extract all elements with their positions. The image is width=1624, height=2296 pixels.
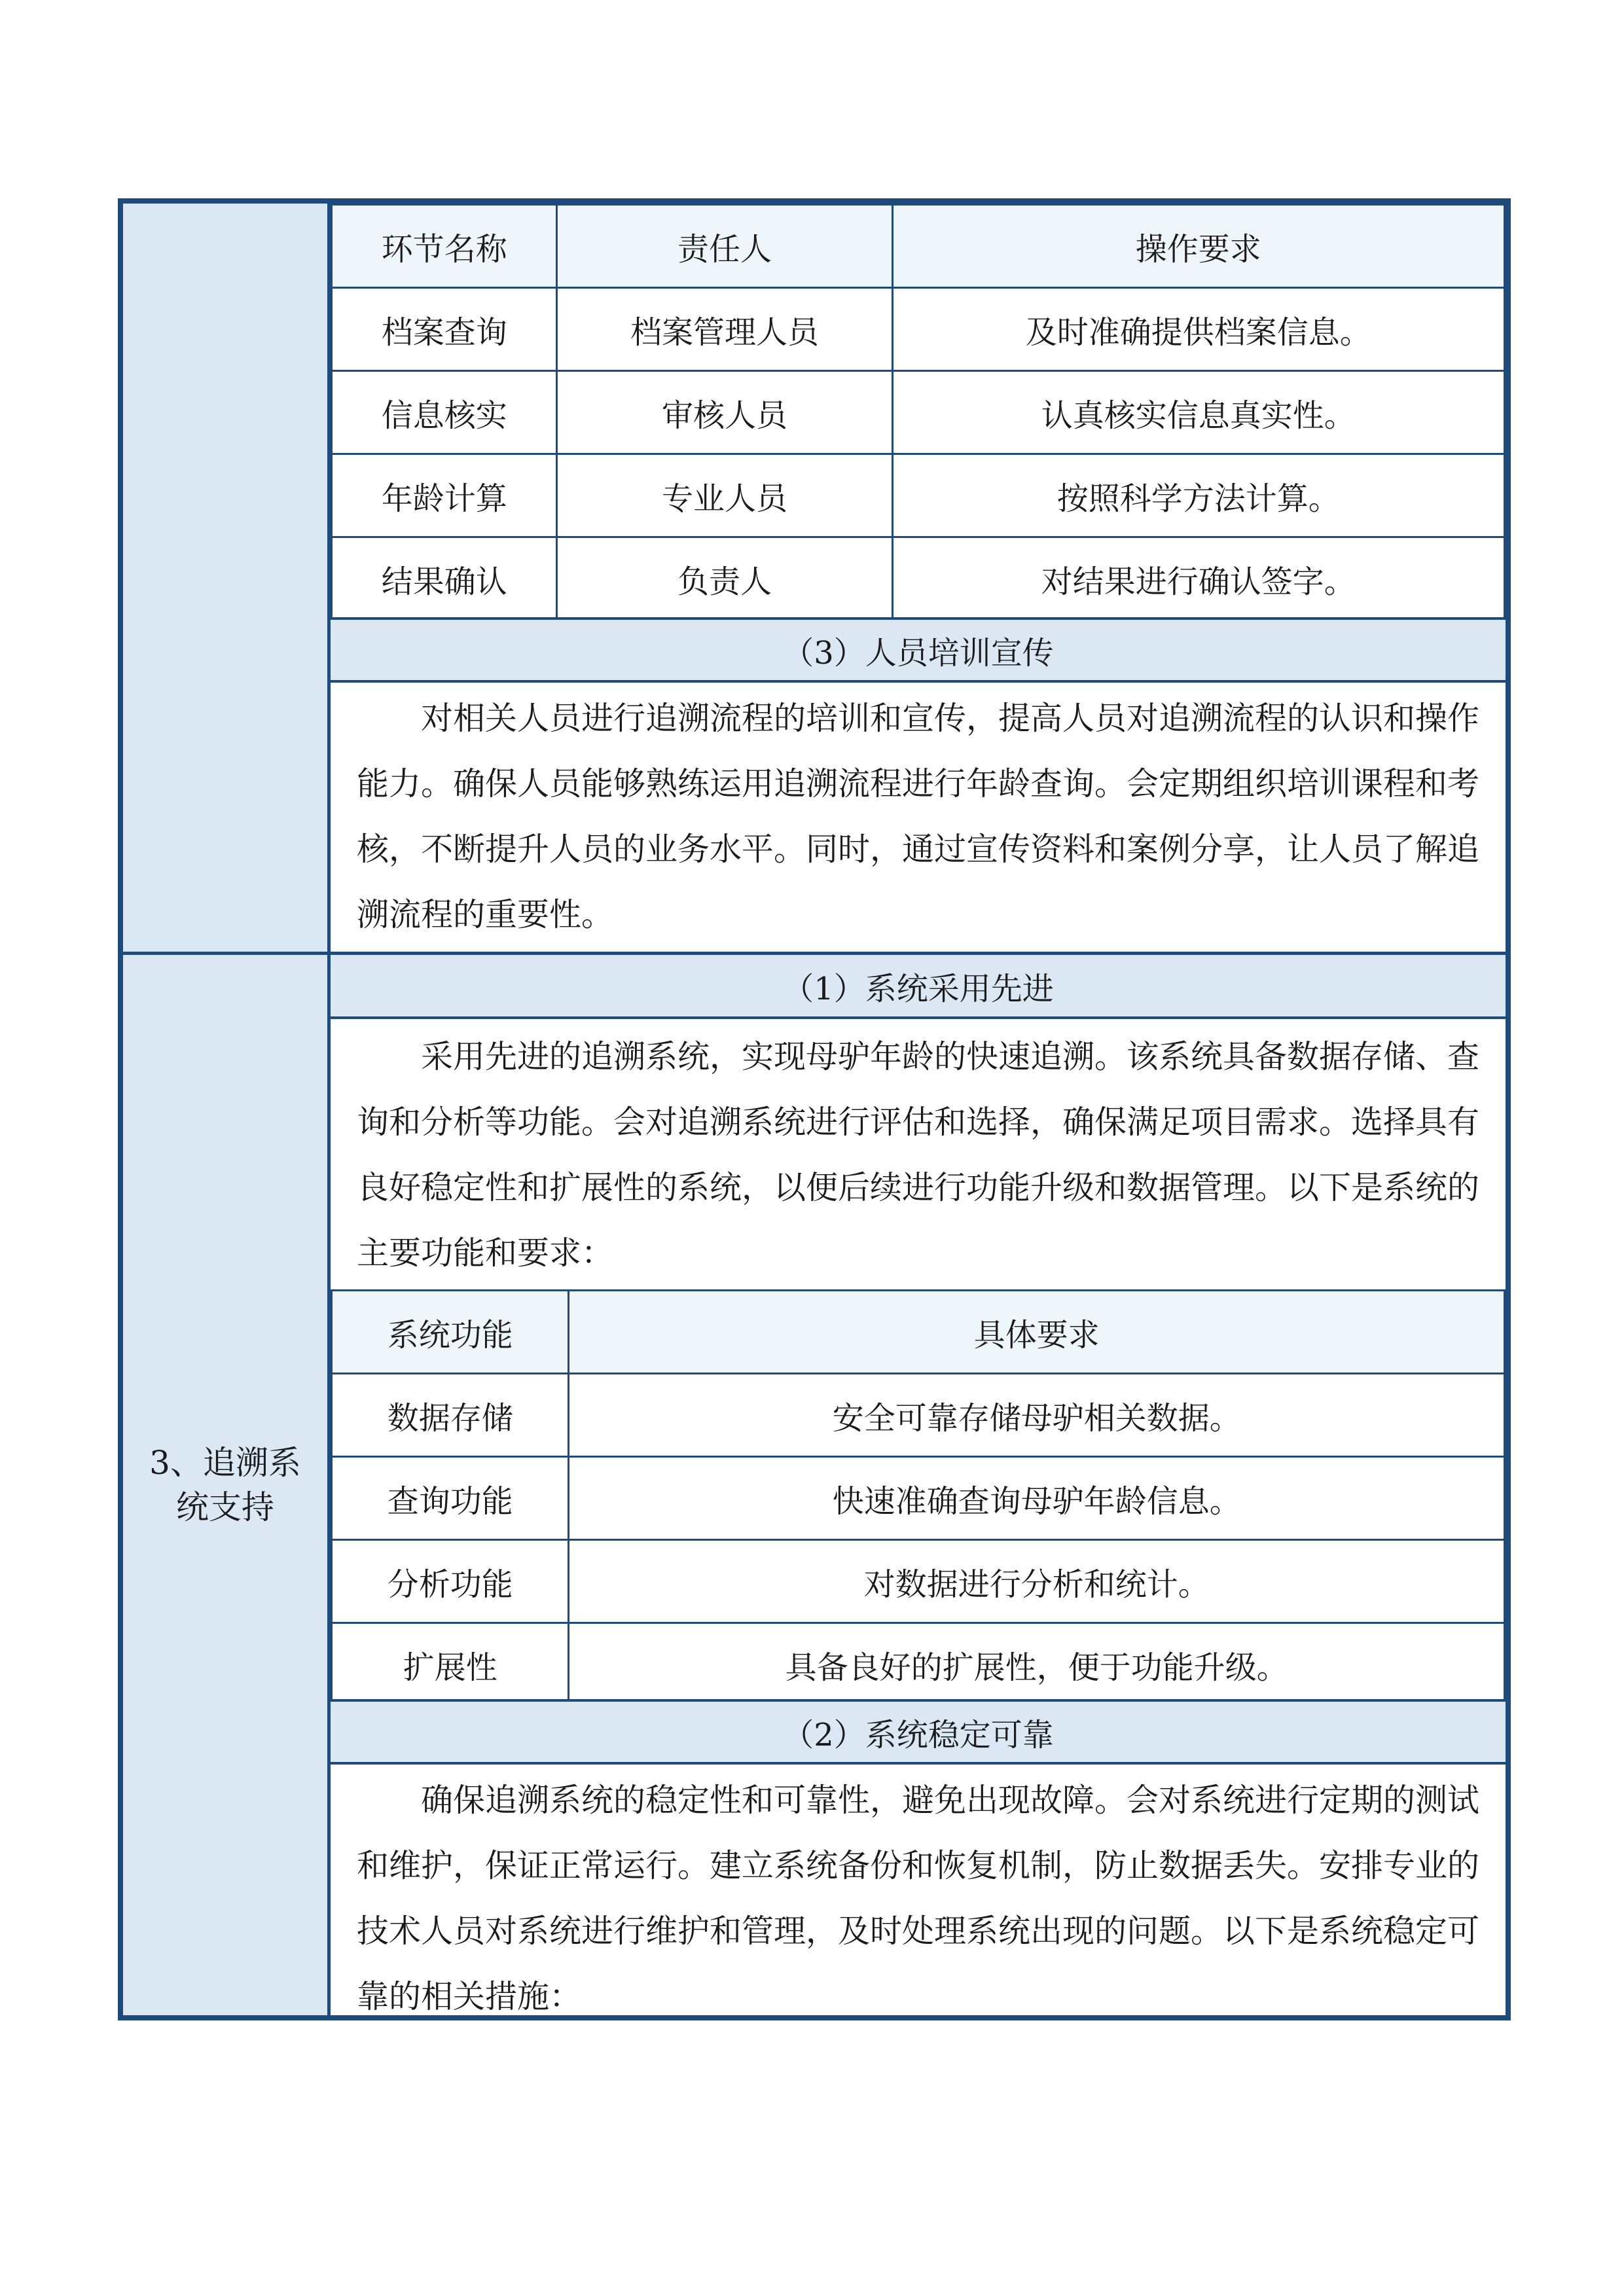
part2-content — [331, 955, 1506, 2015]
table-cell: 负责人 — [557, 537, 892, 620]
table-cell: 扩展性 — [332, 1623, 569, 1706]
table-cell: 按照科学方法计算。 — [892, 454, 1504, 537]
table-row — [332, 1623, 1505, 1706]
table-cell: 专业人员 — [557, 454, 892, 537]
section-label-empty — [123, 204, 331, 952]
table-row — [332, 288, 1505, 371]
subheading-training: （3）人员培训宣传 — [331, 617, 1506, 683]
header-cell: 责任人 — [557, 205, 892, 288]
subheading-advanced: （1）系统采用先进 — [331, 955, 1506, 1019]
section-label-line: 3、追溯系 — [149, 1444, 301, 1482]
part1-content — [331, 204, 1506, 952]
document-frame — [118, 198, 1511, 2020]
table-cell: 具备良好的扩展性，便于功能升级。 — [569, 1623, 1505, 1706]
paragraph-advanced: 采用先进的追溯系统，实现母驴年龄的快速追溯。该系统具备数据存储、查询和分析等功能。会对追溯系统进行评估和选择，确保满足项目需求。选择具有良好稳定性和扩展性的系统，以便后续进行功能升级和数据管理。以下是系统的主要功能和要求： — [357, 1038, 1480, 1272]
table-row — [332, 1457, 1505, 1540]
table-row — [332, 537, 1505, 620]
table-cell: 档案查询 — [332, 288, 557, 371]
table-cell: 审核人员 — [557, 371, 892, 454]
subheading-stable: （2）系统稳定可靠 — [331, 1699, 1506, 1765]
paragraph-training: 对相关人员进行追溯流程的培训和宣传，提高人员对追溯流程的认识和操作能力。确保人员能够熟练运用追溯流程进行年龄查询。会定期组织培训课程和考核，不断提升人员的业务水平。同时，通过宣传资料和案例分享，让人员了解追溯流程的重要性。 — [357, 700, 1480, 933]
table-cell: 及时准确提供档案信息。 — [892, 288, 1504, 371]
table-cell: 结果确认 — [332, 537, 557, 620]
table-cell: 档案管理人员 — [557, 288, 892, 371]
header-cell: 操作要求 — [892, 205, 1504, 288]
section-label-line: 统支持 — [176, 1488, 274, 1526]
section-label — [123, 955, 331, 2015]
table-cell: 数据存储 — [332, 1374, 569, 1457]
header-cell: 具体要求 — [569, 1291, 1505, 1374]
table-cell: 认真核实信息真实性。 — [892, 371, 1504, 454]
table-cell: 信息核实 — [332, 371, 557, 454]
header-cell: 环节名称 — [332, 205, 557, 288]
table-cell: 查询功能 — [332, 1457, 569, 1540]
table-row — [332, 371, 1505, 454]
header-cell: 系统功能 — [332, 1291, 569, 1374]
table-cell: 快速准确查询母驴年龄信息。 — [569, 1457, 1505, 1540]
table-header-row — [332, 1291, 1505, 1374]
table-cell: 分析功能 — [332, 1540, 569, 1623]
table-row — [332, 1374, 1505, 1457]
table-header-row — [332, 205, 1505, 288]
process-table — [331, 204, 1506, 621]
table-cell: 年龄计算 — [332, 454, 557, 537]
table-row — [332, 454, 1505, 537]
table-cell: 对数据进行分析和统计。 — [569, 1540, 1505, 1623]
paragraph-stable: 确保追溯系统的稳定性和可靠性，避免出现故障。会对系统进行定期的测试和维护，保证正常运行。建立系统备份和恢复机制，防止数据丢失。安排专业的技术人员对系统进行维护和管理，及时处理系统出现的问题。以下是系统稳定可靠的相关措施： — [357, 1782, 1480, 2015]
function-table — [331, 1289, 1506, 1707]
table-row — [332, 1540, 1505, 1623]
table-cell: 对结果进行确认签字。 — [892, 537, 1504, 620]
table-cell: 安全可靠存储母驴相关数据。 — [569, 1374, 1505, 1457]
